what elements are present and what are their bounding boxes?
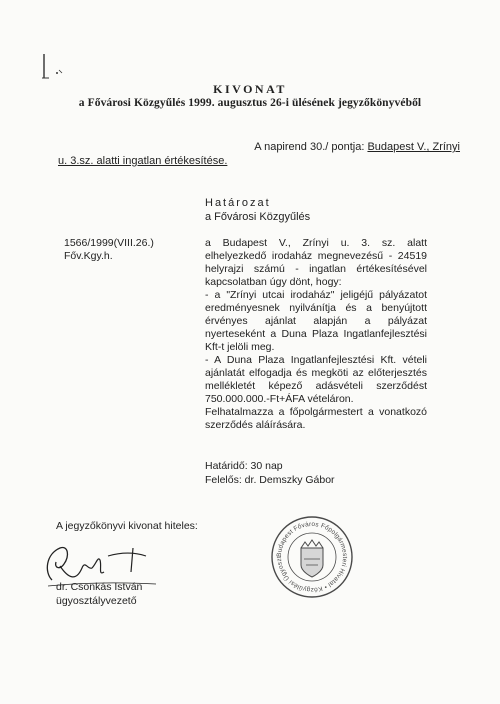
certification-label: A jegyzőkönyvi kivonat hiteles: xyxy=(56,520,198,532)
deadline-block xyxy=(205,460,335,487)
resolution-paragraph: a Budapest V., Zrínyi u. 3. sz. alatt elhelyezkedő irodaház megnevezésű - 24519 helyrajzi számú - ingatlan értékesítésével kapcsolatban úgy dönt, hogy: xyxy=(205,237,427,288)
responsible: Felelős: dr. Demszky Gábor xyxy=(205,473,335,486)
deadline: Határidő: 30 nap xyxy=(205,460,283,472)
resolution-abbrev: Főv.Kgy.h. xyxy=(64,250,113,262)
agenda-subject-1: Budapest V., Zrínyi xyxy=(367,141,460,153)
resolution-body-name: a Fővárosi Közgyűlés xyxy=(205,211,311,223)
resolution-heading: Határozat xyxy=(205,197,271,209)
resolution-paragraph: Felhatalmazza a főpolgármestert a vonatkozó szerződés aláírására. xyxy=(205,406,427,431)
corner-mark-icon xyxy=(40,52,66,82)
resolution-paragraph: - A Duna Plaza Ingatlanfejlesztési Kft. vételi ajánlatát elfogadja és megköti az előterjesztés mellékletét képező adásvételi szerződést 750.000.000.-Ft+ÁFA vételáron. xyxy=(205,354,427,405)
official-seal-icon xyxy=(270,515,354,599)
signer-block xyxy=(56,580,142,608)
resolution-paragraph: - a "Zrínyi utcai irodaház" jeligéjű pályázatot eredményesnek nyilvánítja és a benyújtott érvényes ajánlat alapján a pályázat nyerteseként a Duna Plaza Ingatlanfejlesztési Kft-t jelöli meg. xyxy=(205,289,427,353)
document-title: KIVONAT xyxy=(213,82,287,96)
agenda-item xyxy=(58,140,460,168)
resolution-heading-block xyxy=(205,196,310,224)
agenda-prefix: A napirend 30./ pontja: xyxy=(254,141,365,153)
resolution-number-block xyxy=(64,237,154,263)
agenda-subject-2: u. 3.sz. alatti ingatlan értékesítése. xyxy=(58,155,228,167)
resolution-body xyxy=(205,237,427,432)
svg-text:Budapest Főváros Főpolgármeste: Budapest Főváros Főpolgármesteri Hivatal • Közgyűlési Ügyoszt xyxy=(275,520,349,594)
document-subtitle: a Fővárosi Közgyűlés 1999. augusztus 26-i ülésének jegyzőkönyvéből xyxy=(78,97,422,109)
signer-title: ügyosztályvezető xyxy=(56,595,137,607)
resolution-number: 1566/1999(VIII.26.) xyxy=(64,237,154,249)
signer-name: dr. Csonkás István xyxy=(56,581,143,593)
